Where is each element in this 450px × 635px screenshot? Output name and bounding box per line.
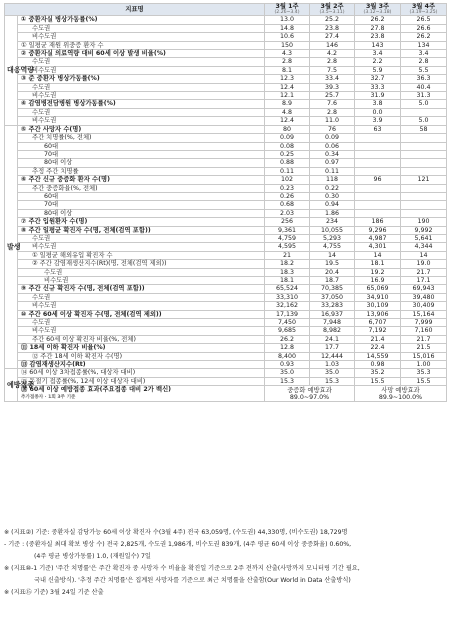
severe-prevention-cell: 중증화 예방효과 89.0~97.0% [265,386,355,402]
footnote: 국내 신출방식). '추정 주간 치명률'은 집계된 사망자를 기준으로 최근 치명률을 산출함(Our World in Data 산출방식) [34,577,351,584]
table-row [5,352,447,360]
value-cell: 23.8 [310,24,355,32]
value-cell: 1.03 [310,361,355,369]
value-cell: 1.00 [401,361,447,369]
value-cell: 12.8 [265,344,310,352]
table-row [5,218,447,226]
value-cell: 7,948 [310,319,355,327]
indicator-label: ⑨ 주간 신규 확진자 수(명, 전체(검역 포함)) [18,285,265,293]
value-cell: 2.2 [355,58,401,66]
table-row [5,226,447,234]
value-cell: 19.2 [355,268,401,276]
table-row [5,92,447,100]
value-cell: 33.4 [310,75,355,83]
value-cell: 40.4 [401,83,447,91]
footnote: ※ (지표⑩-1 기준) '주간 치명률'은 주간 확진자 중 사망자 수 비율을 확진일 기준으로 2주 전까지 산출(사망까지 모니터링 기간 필요, [4,565,360,572]
value-cell: 14,559 [355,352,401,360]
header-indicator: 지표명 [5,4,265,16]
indicator-label: 60대 [18,192,265,200]
value-cell: 65,524 [265,285,310,293]
value-cell: 0.23 [265,184,310,192]
indicator-label: ⑪ 18세 이하 확진자 비율(%) [18,344,265,352]
table-row [5,285,447,293]
value-cell: 24.1 [310,335,355,343]
table-row [5,159,447,167]
value-cell: 7,160 [401,327,447,335]
value-cell: 0.68 [265,201,310,209]
value-cell: 12.4 [265,83,310,91]
indicator-label: 60대 [18,142,265,150]
value-cell: 27.4 [310,33,355,41]
table-row [5,58,447,66]
value-cell [355,201,401,209]
value-cell [355,192,401,200]
indicator-label: 수도권 [18,319,265,327]
footnote: ※ (지표②) 기준: 중환자실 감당가능 60세 이상 확진자 수(3월 4주) 전국 63,059명, (수도권) 44,330명, (비수도권) 18,729명 [4,529,348,536]
indicator-label: ① 일평균 해외유입 확진자 수 [18,251,265,259]
indicator-label: ⑤ 주간 사망자 수(명) [18,125,265,133]
indicator-label: 수도권 [18,268,265,276]
value-cell [355,209,401,217]
table-row [5,142,447,150]
value-cell: 11.0 [310,117,355,125]
table-row [5,361,447,369]
table-row [5,167,447,175]
value-cell: 5,641 [401,234,447,242]
value-cell: 39.3 [310,83,355,91]
indicator-label: ⑦ 주간 입원환자 수(명) [18,218,265,226]
value-cell: 15,016 [401,352,447,360]
value-cell: 25.2 [310,16,355,24]
category-cell: 대응역량 [5,16,18,125]
value-cell: 9,296 [355,226,401,234]
vaccine-effect-sublabel: 추가접종자 · 1회 3주 기준 [21,395,76,401]
value-cell: 96 [355,176,401,184]
value-cell: 37,050 [310,293,355,301]
value-cell: 36.3 [401,75,447,83]
value-cell: 5,293 [310,234,355,242]
value-cell: 5.9 [355,66,401,74]
indicator-label: ⑧ 주간 일평균 확진자 수(명, 전체(검역 포함)) [18,226,265,234]
value-cell [401,167,447,175]
value-cell: 14 [355,251,401,259]
value-cell: 31.9 [355,92,401,100]
value-cell: 21.4 [355,335,401,343]
indicator-label: ③ 준 중환자 병상가동률(%) [18,75,265,83]
table-row [5,310,447,318]
value-cell: 25.7 [310,92,355,100]
table-row [5,134,447,142]
value-cell: 9,992 [401,226,447,234]
indicator-label: 비수도권 [18,66,265,74]
value-cell [355,150,401,158]
value-cell: 15.3 [265,377,310,385]
indicator-label: ⑭ 60세 이상 3차접종률(%, 대상자 대비) [18,369,265,377]
value-cell: 12.4 [265,117,310,125]
value-cell [401,108,447,116]
vaccine-effect-label: ⑯ 60세 이상 예방접종 효과(주요접종 대비 2가 백신) [21,386,172,394]
value-cell: 17.1 [401,277,447,285]
value-cell: 26.2 [265,335,310,343]
value-cell: 17,139 [265,310,310,318]
table-row [5,24,447,32]
table-row [5,176,447,184]
value-cell: 70,385 [310,285,355,293]
value-cell: 0.97 [310,159,355,167]
value-cell: 32,162 [265,302,310,310]
table-row [5,377,447,385]
indicator-label: 비수도권 [18,92,265,100]
value-cell: 4.3 [265,50,310,58]
value-cell: 58 [401,125,447,133]
value-cell: 30,109 [355,302,401,310]
table-row [5,335,447,343]
value-cell: 5.0 [401,100,447,108]
indicator-label: ⑥ 주간 신규 중증화 환자 수(명) [18,176,265,184]
value-cell: 134 [401,41,447,49]
value-cell [401,201,447,209]
value-cell: 0.08 [265,142,310,150]
value-cell: 0.34 [310,150,355,158]
table-row [5,100,447,108]
value-cell: 0.22 [310,184,355,192]
indicator-label: ① 일평균 재원 위중증 환자 수 [18,41,265,49]
value-cell: 80 [265,125,310,133]
value-cell: 4,987 [355,234,401,242]
table-row [5,16,447,24]
indicator-label: ④ 감염병전담병원 병상가동률(%) [18,100,265,108]
indicator-label: 주간 치명률(%, 전체) [18,134,265,142]
value-cell [355,167,401,175]
value-cell: 2.8 [310,58,355,66]
value-cell: 30,409 [401,302,447,310]
value-cell: 8.1 [265,66,310,74]
table-row [5,75,447,83]
header-week: 3월 2주 (3.5~3.11) [310,4,355,16]
footnotes [4,527,446,599]
table-row [5,33,447,41]
value-cell: 14 [401,251,447,259]
indicator-label: ⑩ 주간 60세 이상 확진자 수(명, 전체(검역 제외)) [18,310,265,318]
value-cell: 21.7 [401,335,447,343]
header-week: 3월 3주 (3.12~3.18) [355,4,401,16]
value-cell: 256 [265,218,310,226]
value-cell: 18.1 [265,277,310,285]
value-cell: 26.5 [401,16,447,24]
value-cell [401,209,447,217]
value-cell: 0.26 [265,192,310,200]
table-row [5,150,447,158]
value-cell: 12.1 [265,92,310,100]
indicator-label: 수도권 [18,24,265,32]
value-cell: 7,450 [265,319,310,327]
value-cell: 16,937 [310,310,355,318]
value-cell: 13,906 [355,310,401,318]
indicator-label: 비수도권 [18,243,265,251]
value-cell: 23.8 [355,33,401,41]
footnote: ※ (지표⑮ 기준) 3월 24일 기준 산출 [4,589,104,596]
value-cell: 234 [310,218,355,226]
indicator-label: ① 중환자실 병상가동률(%) [18,16,265,24]
value-cell: 17.7 [310,344,355,352]
indicator-table-body [5,16,447,402]
value-cell: 0.88 [265,159,310,167]
value-cell: 2.8 [401,58,447,66]
value-cell: 16.9 [355,277,401,285]
indicator-label: 70대 [18,201,265,209]
value-cell: 186 [355,218,401,226]
value-cell: 65,069 [355,285,401,293]
death-prevention-cell: 사망 예방효과 89.9~100.0% [355,386,447,402]
table-row [5,369,447,377]
value-cell: 0.98 [355,361,401,369]
indicator-label: 수도권 [18,108,265,116]
value-cell: 3.4 [401,50,447,58]
value-cell: 5.0 [401,117,447,125]
indicator-label: ② 주간 감염재생산지수(Rt)(명, 전체(검역 제외)) [18,260,265,268]
indicator-label: 수도권 [18,293,265,301]
value-cell: 31.3 [401,92,447,100]
value-cell: 118 [310,176,355,184]
value-cell: 39,480 [401,293,447,301]
value-cell: 0.11 [310,167,355,175]
value-cell: 32.7 [355,75,401,83]
value-cell: 2.8 [310,108,355,116]
value-cell: 15,164 [401,310,447,318]
value-cell: 8,400 [265,352,310,360]
footnote: (4주 평균 병상가동률) 1.0, (재원일수) 7일 [34,553,151,560]
value-cell: 22.4 [355,344,401,352]
value-cell: 1.86 [310,209,355,217]
value-cell [355,134,401,142]
value-cell: 15.3 [310,377,355,385]
value-cell: 7,999 [401,319,447,327]
value-cell: 4,759 [265,234,310,242]
footnote: - 기준 : (중환자실 최대 확보 병상 수) 전국 2,825개, 수도권 1,986개, 비수도권 839개, (4주 평균 60세 이상 중증화율) 0.60%, [4,541,352,548]
category-cell: 발생 [5,125,18,369]
value-cell [401,192,447,200]
table-row [5,277,447,285]
value-cell: 35.0 [310,369,355,377]
value-cell: 7,192 [355,327,401,335]
value-cell: 76 [310,125,355,133]
value-cell [401,150,447,158]
table-row [5,344,447,352]
value-cell: 150 [265,41,310,49]
value-cell: 8,982 [310,327,355,335]
value-cell: 0.0 [355,108,401,116]
value-cell: 6,707 [355,319,401,327]
value-cell: 33,283 [310,302,355,310]
value-cell: 19.5 [310,260,355,268]
value-cell: 3.4 [355,50,401,58]
value-cell: 4,755 [310,243,355,251]
header-week: 3월 1주 (2.26~3.4) [265,4,310,16]
value-cell: 3.9 [355,117,401,125]
value-cell [401,142,447,150]
value-cell: 35.2 [355,369,401,377]
indicator-label: 80대 이상 [18,209,265,217]
value-cell [401,159,447,167]
header-row [5,4,447,16]
value-cell: 8.9 [265,100,310,108]
value-cell: 12,444 [310,352,355,360]
value-cell: 21.7 [401,268,447,276]
value-cell: 146 [310,41,355,49]
value-cell: 2.8 [265,58,310,66]
indicator-label: 수도권 [18,58,265,66]
value-cell [355,159,401,167]
indicator-label: 주간 중증화율(%, 전체) [18,184,265,192]
value-cell: 4,595 [265,243,310,251]
table-row [5,260,447,268]
value-cell [401,184,447,192]
table-row [5,302,447,310]
table-row [5,386,447,402]
value-cell: 9,685 [265,327,310,335]
indicator-label: 수도권 [18,234,265,242]
value-cell: 0.06 [310,142,355,150]
value-cell [401,134,447,142]
value-cell: 3.8 [355,100,401,108]
table-row [5,117,447,125]
indicator-label: 수도권 [18,83,265,91]
value-cell: 0.25 [265,150,310,158]
table-row [5,201,447,209]
table-row [5,41,447,49]
indicator-label: ② 중환자실 의료역량 대비 60세 이상 발생 비율(%) [18,50,265,58]
indicator-label: 주간 60세 이상 확진자 비율(%, 전체) [18,335,265,343]
value-cell [355,142,401,150]
value-cell: 5.5 [401,66,447,74]
table-row [5,209,447,217]
value-cell: 0.93 [265,361,310,369]
table-row [5,108,447,116]
value-cell: 14 [310,251,355,259]
table-row [5,192,447,200]
value-cell: 19.0 [401,260,447,268]
value-cell: 7.5 [310,66,355,74]
value-cell: 27.8 [355,24,401,32]
value-cell: 18.1 [355,260,401,268]
value-cell: 20.4 [310,268,355,276]
header-week: 3월 4주 (3.19~3.25) [401,4,447,16]
indicator-label: ⑫ 주간 18세 이하 확진자 수(명) [18,352,265,360]
value-cell: 190 [401,218,447,226]
value-cell: 0.09 [310,134,355,142]
value-cell: 18.7 [310,277,355,285]
value-cell: 15.5 [401,377,447,385]
indicator-label: 비수도권 [18,327,265,335]
table-row [5,50,447,58]
value-cell: 21 [265,251,310,259]
table-row [5,184,447,192]
value-cell: 0.09 [265,134,310,142]
value-cell: 12.3 [265,75,310,83]
value-cell: 35.0 [265,369,310,377]
value-cell: 0.94 [310,201,355,209]
value-cell: 143 [355,41,401,49]
value-cell: 4,301 [355,243,401,251]
indicator-label [18,386,265,402]
value-cell: 0.30 [310,192,355,200]
value-cell: 33,310 [265,293,310,301]
value-cell: 4.8 [265,108,310,116]
value-cell: 26.2 [355,16,401,24]
indicator-label: 비수도권 [18,302,265,310]
table-row [5,243,447,251]
table-row [5,66,447,74]
value-cell: 63 [355,125,401,133]
value-cell: 10,055 [310,226,355,234]
indicator-table [4,3,447,402]
table-row [5,327,447,335]
value-cell: 0.11 [265,167,310,175]
value-cell: 34,910 [355,293,401,301]
indicator-label: ⑬ 감염재생산지수(Rt) [18,361,265,369]
value-cell: 121 [401,176,447,184]
value-cell: 10.6 [265,33,310,41]
value-cell: 4,344 [401,243,447,251]
value-cell: 69,943 [401,285,447,293]
indicator-label: 80대 이상 [18,159,265,167]
value-cell: 35.3 [401,369,447,377]
table-row [5,251,447,259]
value-cell [355,184,401,192]
table-row [5,125,447,133]
value-cell: 13.0 [265,16,310,24]
table-row [5,268,447,276]
value-cell: 18.2 [265,260,310,268]
table-row [5,234,447,242]
table-row [5,293,447,301]
indicator-label: 비수도권 [18,33,265,41]
value-cell: 26.2 [401,33,447,41]
value-cell: 15.5 [355,377,401,385]
indicator-label: 70대 [18,150,265,158]
value-cell: 7.6 [310,100,355,108]
value-cell: 18.3 [265,268,310,276]
category-cell: 예방접종 [5,369,18,402]
indicator-label: ⑮ 동절기 접종률(%, 12세 이상 대상자 대비) [18,377,265,385]
value-cell: 21.5 [401,344,447,352]
value-cell: 33.3 [355,83,401,91]
value-cell: 14.8 [265,24,310,32]
indicator-label: 비수도권 [18,277,265,285]
indicator-label: 비수도권 [18,117,265,125]
value-cell: 102 [265,176,310,184]
table-row [5,83,447,91]
indicator-label: 추정 주간 치명률 [18,167,265,175]
table-row [5,319,447,327]
value-cell: 26.6 [401,24,447,32]
value-cell: 2.03 [265,209,310,217]
value-cell: 9,361 [265,226,310,234]
value-cell: 4.2 [310,50,355,58]
